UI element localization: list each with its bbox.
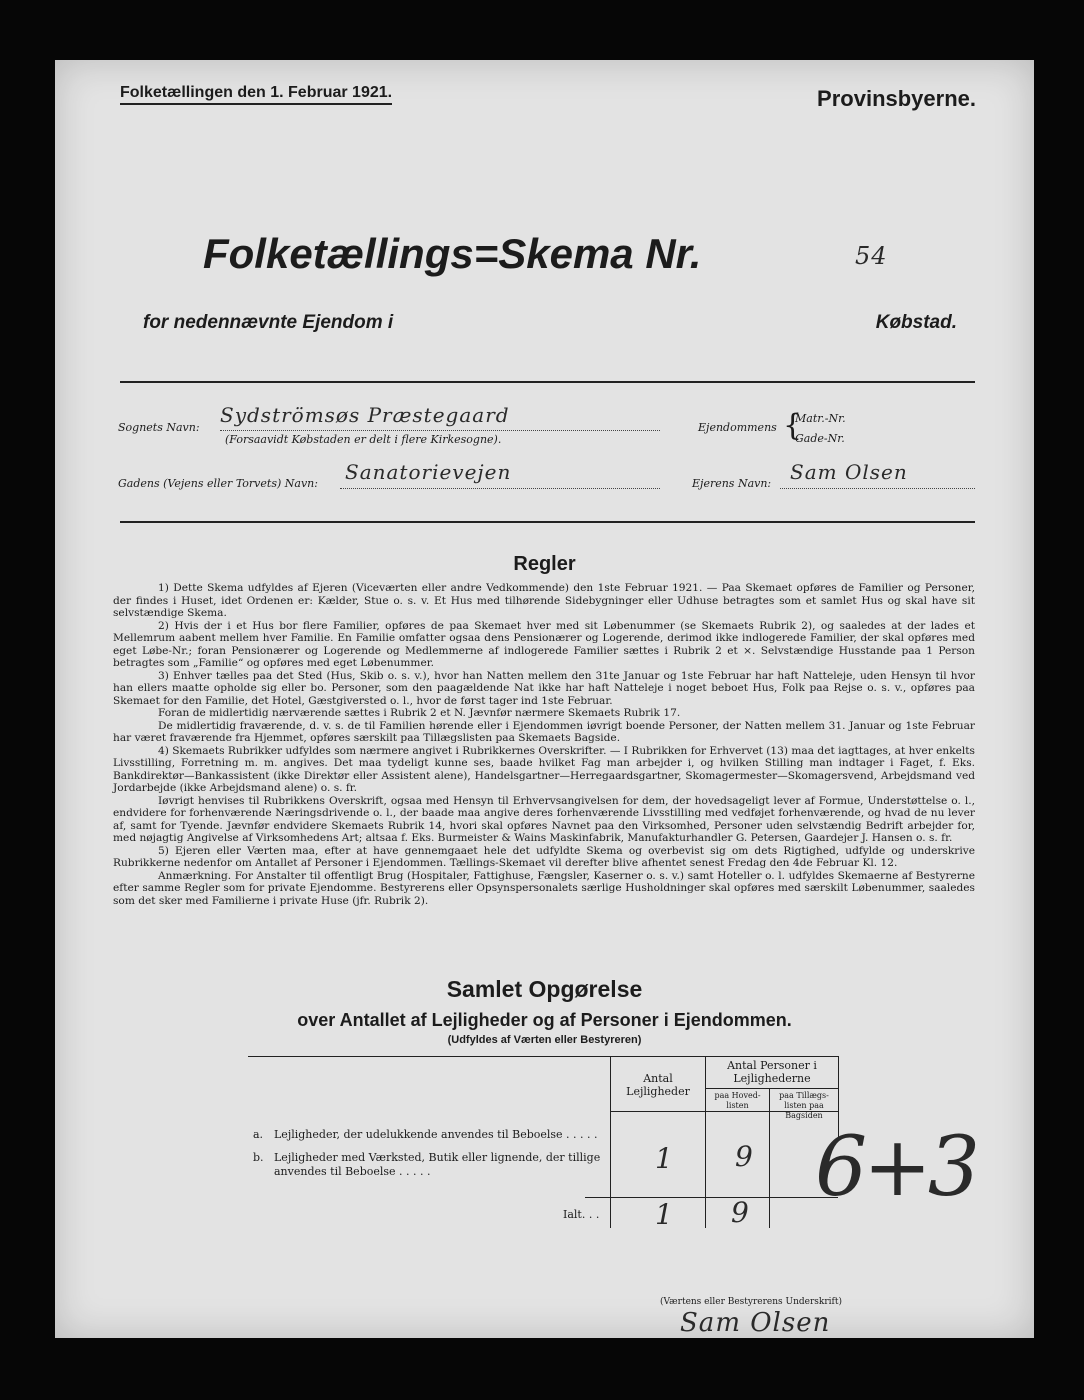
parish-underline: [220, 430, 660, 431]
census-header: Folketællingen den 1. Februar 1921.: [120, 84, 392, 105]
form-number: 54: [855, 242, 888, 270]
owner-label: Ejerens Navn:: [692, 477, 772, 490]
summary-note: (Udfyldes af Værten eller Bestyreren): [447, 1034, 642, 1046]
rule-paragraph: Foran de midlertidig nærværende sættes i Rubrik 2 et N. Jævnfør nærmere Skemaets Rubrik 17.: [158, 707, 681, 719]
divider-top: [120, 381, 975, 383]
parish-note: (Forsaavidt Købstaden er delt i flere Kirkesogne).: [225, 433, 502, 446]
street-value: Sanatorievejen: [345, 460, 512, 484]
gade-label: Gade-Nr.: [795, 432, 845, 445]
matr-label: Matr.-Nr.: [795, 412, 846, 425]
rule-paragraph: 2) Hvis der i et Hus bor flere Familier, opføres de paa Skemaet hver med sit Løbenummer (se Skemaets Rubrik 2), og saaledes at der lades et Mellemrum aabent mellem hver Familie. En Familie omfatter ogsaa dens Pensionærer og Logerende, derimod ikke indlogerede Familier, der skal opføres med eget Løbe-Nr.; foran Pensionærer og Logerende og Medlemmerne af indlogerede Familier sættes i Rubrik 2 et ×. Selvstændige Husstande paa 1 Person betragtes som „Familie“ og opføres med eget Løbenummer.: [113, 619, 975, 669]
owner-underline: [780, 488, 975, 489]
col-apartments: Antal Lejligheder: [626, 1072, 690, 1098]
rule-paragraph: 4) Skemaets Rubrikker udfyldes som nærmere angivet i Rubrikkernes Overskrifter. — I Rubrikken for Erhvervet (13) maa det iagttages, at hver enkelts Livsstilling, Forretning m. m. angives. Det maa tydeligt kunne ses, baade hvilket Fag man arbejder i, og hvilken Stilling man indtager i Faget, f. Eks. Bankdirektør—Bankassistent (ikke Direktør eller Assistent alene), Handelsgartner—Herregaardsgartner, Skomagermester—Skomagersvend, Arbejdsmand ved Jordarbejde (ikke Arbejdsmand alene) o. s. fr.: [113, 744, 975, 794]
row-b-text: Lejligheder med Værksted, Butik eller lignende, der tillige anvendes til Beboelse . . . . .: [274, 1151, 601, 1178]
row-b-apartments: 1: [655, 1142, 674, 1175]
town-type-label: Købstad.: [875, 312, 957, 333]
rule-paragraph: 3) Enhver tælles paa det Sted (Hus, Skib o. s. v.), hvor han Natten mellem den 31te Januar og 1ste Februar har haft Natteleje, uden Hensyn til hvor han ellers maatte opholde sig eller bo. Personer, som den paagældende Nat ikke har haft Natteleje i noget beboet Hus, Folk paa Rejse o. s. v., opføres paa Skemaet for den Familie, det Hotel, Gæstgiversted o. l., hvor de først tager ind 1ste Februar.: [113, 669, 975, 707]
street-underline: [340, 488, 660, 489]
signature: Sam Olsen: [680, 1308, 831, 1338]
divider-bottom: [120, 521, 975, 523]
table-vline: [769, 1088, 770, 1228]
rule-paragraph: Iøvrigt henvises til Rubrikkens Overskrift, ogsaa med Hensyn til Erhvervsangivelsen for dem, der hovedsageligt lever af Formue, Understøttelse o. l., endvidere for forhenværende Næringsdrivende o. l., der baade maa angive deres forhenværende Livsstilling med vedføjet forhenværende, og hvad de nu lever af, samt for Tyende. Jævnfør endvidere Skemaets Rubrik 14, hvori skal opføres Navnet paa den Virksomhed, Personer uden selvstændig Bedrift arbejder for, med nøjagtig Angivelse af Virksomhedens Art; altsaa f. Eks. Burmeister & Wains Maskinfabrik, Manufakturhandler G. Petersen, Gaardejer J. Hansen o. s. fr.: [113, 794, 975, 844]
row-b-letter: b.: [253, 1151, 264, 1164]
summary-subtitle: over Antallet af Lejligheder og af Personer i Ejendommen.: [297, 1010, 792, 1030]
col-supplement: paa Tillægs-listen paa Bagsiden: [779, 1091, 829, 1120]
form-subtitle: for nedennævnte Ejendom i: [143, 312, 394, 333]
rule-paragraph: 1) Dette Skema udfyldes af Ejeren (Viceværten eller andre Vedkommende) den 1ste Februar 1921. — Paa Skemaet opføres de Familier og Personer, der findes i Huset, idet Ordenen er: Kælder, Stue o. s. v. Et Hus med tilhørende Sidebygninger eller Udhuse betragtes som et samlet Hus og skal have sit selvstændige Skema.: [113, 582, 975, 619]
owner-value: Sam Olsen: [790, 460, 908, 484]
row-a-text: Lejligheder, der udelukkende anvendes til Beboelse . . . . .: [274, 1128, 598, 1141]
rule-paragraph: De midlertidig fraværende, d. v. s. de til Familien hørende eller i Ejendommen iøvrigt boende Personer, der Natten mellem 31. Januar og 1ste Februar har været fraværende fra Hjemmet, opføres særskilt paa Tillægslisten paa Skemaets Bagside.: [113, 719, 975, 744]
property-label: Ejendommens: [698, 421, 777, 434]
parish-label: Sognets Navn:: [118, 421, 200, 434]
col-main-list: paa Hoved-listen: [714, 1091, 761, 1110]
summary-title: Samlet Opgørelse: [446, 976, 643, 1002]
brace-icon: {: [783, 408, 803, 443]
total-label: Ialt. . .: [563, 1208, 600, 1221]
form-title: Folketællings=Skema Nr.: [203, 230, 702, 277]
table-header-line: [705, 1088, 838, 1089]
row-a-letter: a.: [253, 1128, 264, 1141]
col-persons-group: Antal Personer i Lejlighederne: [727, 1059, 817, 1085]
margin-note: 6+3: [815, 1120, 977, 1215]
total-apartments: 1: [655, 1198, 674, 1231]
rule-paragraph: 5) Ejeren eller Værten maa, efter at have gennemgaaet hele det udfyldte Skema og overbevist sig om dets Rigtighed, udfylde og underskrive Rubrikkerne nedenfor om Antallet af Personer i Ejendommen. Tællings-Skemaet vil derefter blive afhentet senest Fredag den 4de Februar Kl. 12.: [113, 844, 975, 869]
rule-paragraph: Anmærkning. For Anstalter til offentligt Brug (Hospitaler, Fattighuse, Fængsler, Kaserner o. s. v.) samt Hoteller o. l. udfyldes Skemaerne af Bestyrerne efter samme Regler som for private Ejendomme. Bestyrerens eller Opsynspersonalets særlige Husholdninger skal opføres med særskilt Løbenummer, saaledes som det sker med Familierne i private Huse (jfr. Rubrik 2).: [113, 869, 975, 907]
region-label: Provinsbyerne.: [817, 86, 976, 111]
table-vline: [610, 1056, 611, 1228]
total-persons: 9: [731, 1196, 750, 1229]
table-vline: [705, 1056, 706, 1228]
rules-text: [113, 582, 975, 907]
row-b-persons: 9: [735, 1140, 754, 1173]
parish-value: Sydströmsøs Præstegaard: [220, 403, 510, 427]
street-label: Gadens (Vejens eller Torvets) Navn:: [118, 477, 318, 490]
table-top-border: [248, 1056, 838, 1057]
table-total-line: [585, 1197, 838, 1198]
rules-title: Regler: [513, 553, 576, 575]
census-form-page: [55, 60, 1034, 1338]
signature-caption: (Værtens eller Bestyrerens Underskrift): [660, 1297, 843, 1307]
